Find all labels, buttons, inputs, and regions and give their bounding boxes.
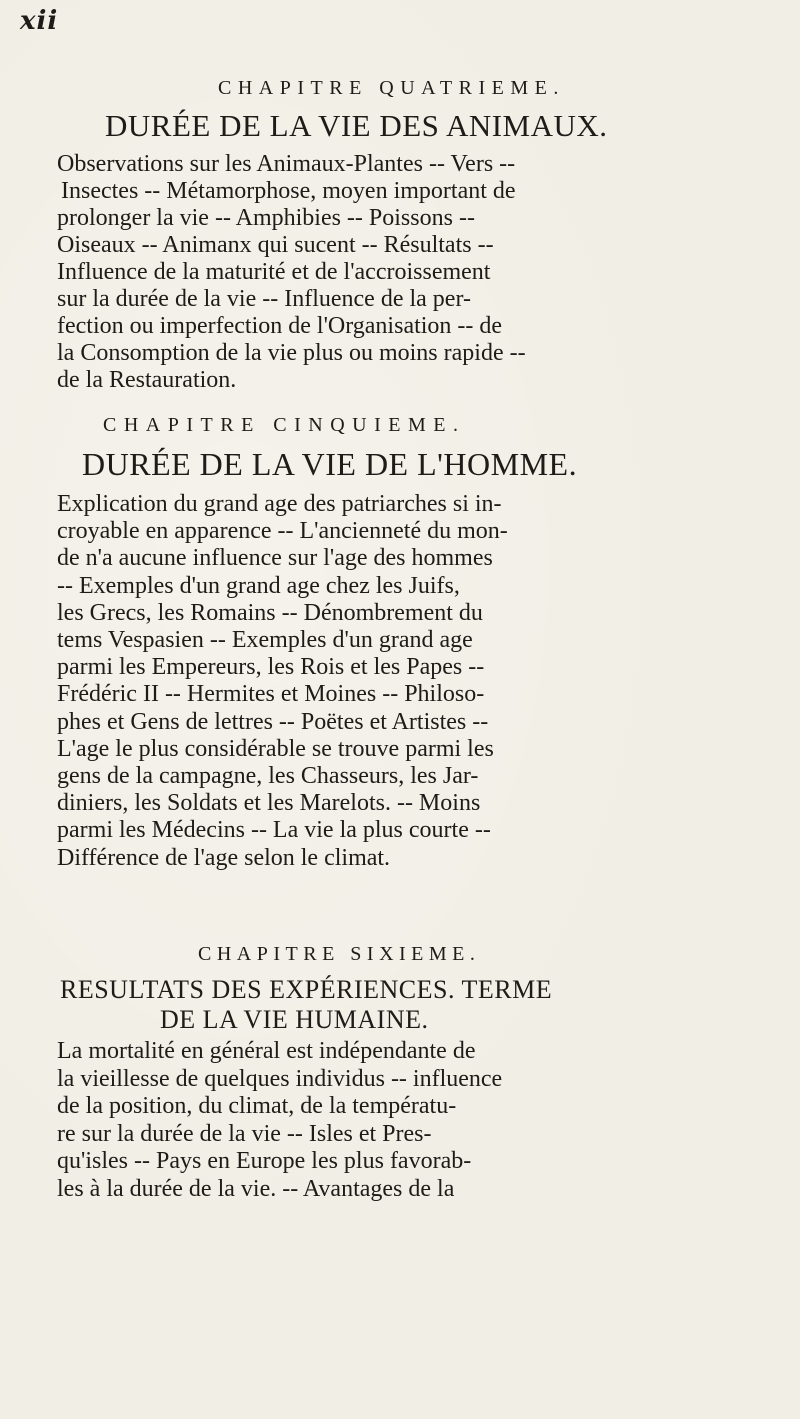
summary-line: diniers, les Soldats et les Marelots. -- Moins: [57, 790, 481, 817]
page-folio: xii: [20, 6, 59, 36]
chapter-6-title-line-1: RESULTATS DES EXPÉRIENCES. TERME: [60, 975, 553, 1004]
summary-line: fection ou imperfection de l'Organisation -- de: [57, 313, 503, 339]
summary-line: Oiseaux -- Animanx qui sucent -- Résultats --: [57, 232, 494, 258]
summary-line: les à la durée de la vie. -- Avantages de la: [57, 1175, 455, 1202]
summary-line: tems Vespasien -- Exemples d'un grand age: [57, 627, 473, 654]
summary-line: parmi les Médecins -- La vie la plus courte --: [57, 817, 491, 844]
summary-line: La mortalité en général est indépendante de: [57, 1038, 476, 1064]
summary-line: re sur la durée de la vie -- Isles et Pres-: [57, 1120, 432, 1147]
chapter-5-summary: [57, 491, 508, 872]
summary-line: Différence de l'age selon le climat.: [57, 844, 391, 871]
summary-line: Explication du grand age des patriarches si in-: [57, 491, 502, 517]
summary-line: la vieillesse de quelques individus -- influence: [57, 1065, 503, 1092]
summary-line: -- Exemples d'un grand age chez les Juifs,: [57, 572, 460, 599]
summary-line: Frédéric II -- Hermites et Moines -- Philoso-: [57, 681, 485, 708]
summary-line: de n'a aucune influence sur l'age des hommes: [57, 545, 493, 572]
summary-line: qu'isles -- Pays en Europe les plus favorab-: [57, 1148, 472, 1174]
summary-line: parmi les Empereurs, les Rois et les Papes --: [57, 654, 485, 681]
summary-line: de la position, du climat, de la températu-: [57, 1093, 457, 1119]
summary-line: croyable en apparence -- L'ancienneté du mon-: [57, 518, 508, 545]
summary-line: de la Restauration.: [57, 367, 237, 393]
chapter-6-summary: [57, 1038, 502, 1203]
summary-line: les Grecs, les Romains -- Dénombrement du: [57, 599, 483, 626]
chapter-4-summary: [57, 151, 526, 394]
summary-line: Insectes -- Métamorphose, moyen important de: [61, 178, 516, 204]
chapter-6-heading: CHAPITRE SIXIEME.: [198, 943, 481, 965]
chapter-4-title: DURÉE DE LA VIE DES ANIMAUX.: [105, 108, 608, 143]
chapter-4-heading: CHAPITRE QUATRIEME.: [218, 77, 565, 99]
summary-line: gens de la campagne, les Chasseurs, les Jar-: [57, 763, 479, 790]
chapter-6-title-line-2: DE LA VIE HUMAINE.: [160, 1005, 429, 1034]
chapter-5-title: DURÉE DE LA VIE DE L'HOMME.: [82, 446, 578, 482]
summary-line: phes et Gens de lettres -- Poëtes et Artistes --: [57, 708, 489, 735]
summary-line: la Consomption de la vie plus ou moins rapide --: [57, 340, 526, 366]
summary-line: L'age le plus considérable se trouve parmi les: [57, 735, 494, 762]
summary-line: prolonger la vie -- Amphibies -- Poissons --: [57, 205, 475, 231]
summary-line: sur la durée de la vie -- Influence de la per-: [57, 286, 471, 312]
summary-line: Observations sur les Animaux-Plantes -- Vers --: [57, 151, 516, 177]
chapter-5-heading: CHAPITRE CINQUIEME.: [103, 414, 466, 436]
summary-line: Influence de la maturité et de l'accroissement: [57, 259, 491, 285]
